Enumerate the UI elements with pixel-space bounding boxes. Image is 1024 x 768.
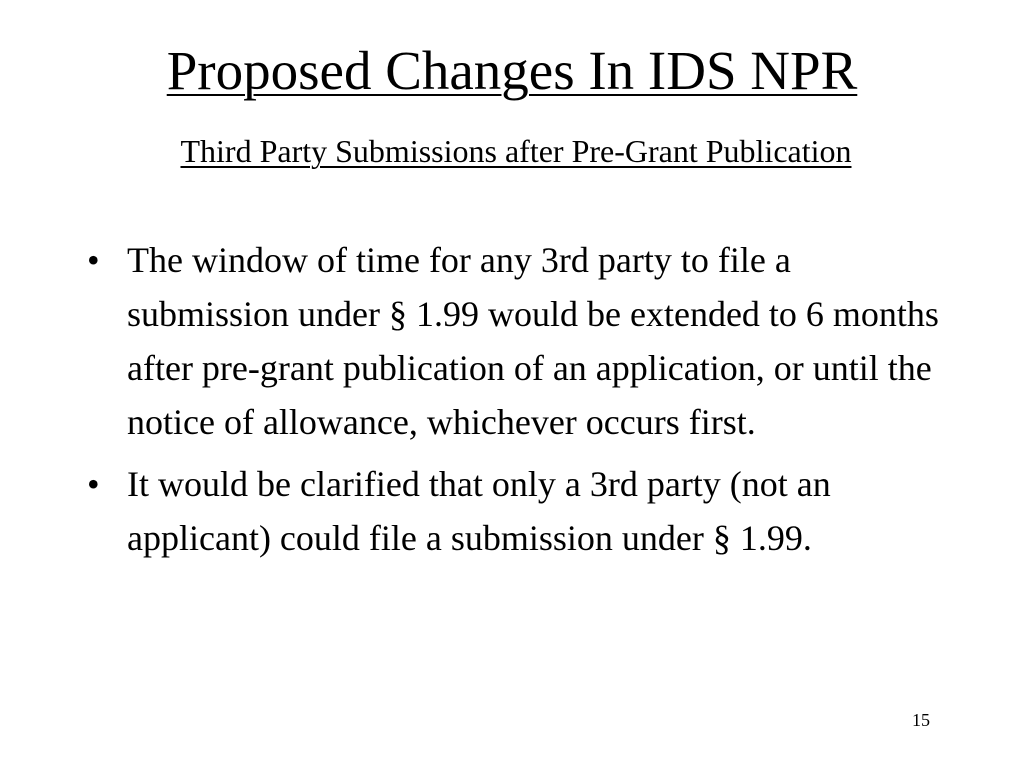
bullet-text: The window of time for any 3rd party to file a submission under § 1.99 would be extended to 6 months after pre-grant publication of an application, or until the notice of allowance, whichever occurs first.	[127, 240, 939, 442]
bullet-icon: •	[87, 240, 100, 280]
bullet-text: It would be clarified that only a 3rd party (not an applicant) could file a submission under § 1.99.	[127, 464, 831, 558]
slide-subtitle: Third Party Submissions after Pre-Grant Publication	[180, 133, 852, 169]
bullet-icon: •	[87, 464, 100, 504]
list-item	[85, 233, 960, 449]
list-item	[85, 457, 960, 565]
bullet-list	[85, 233, 960, 573]
page-number: 15	[912, 710, 930, 730]
slide-title: Proposed Changes In IDS NPR	[166, 40, 858, 101]
